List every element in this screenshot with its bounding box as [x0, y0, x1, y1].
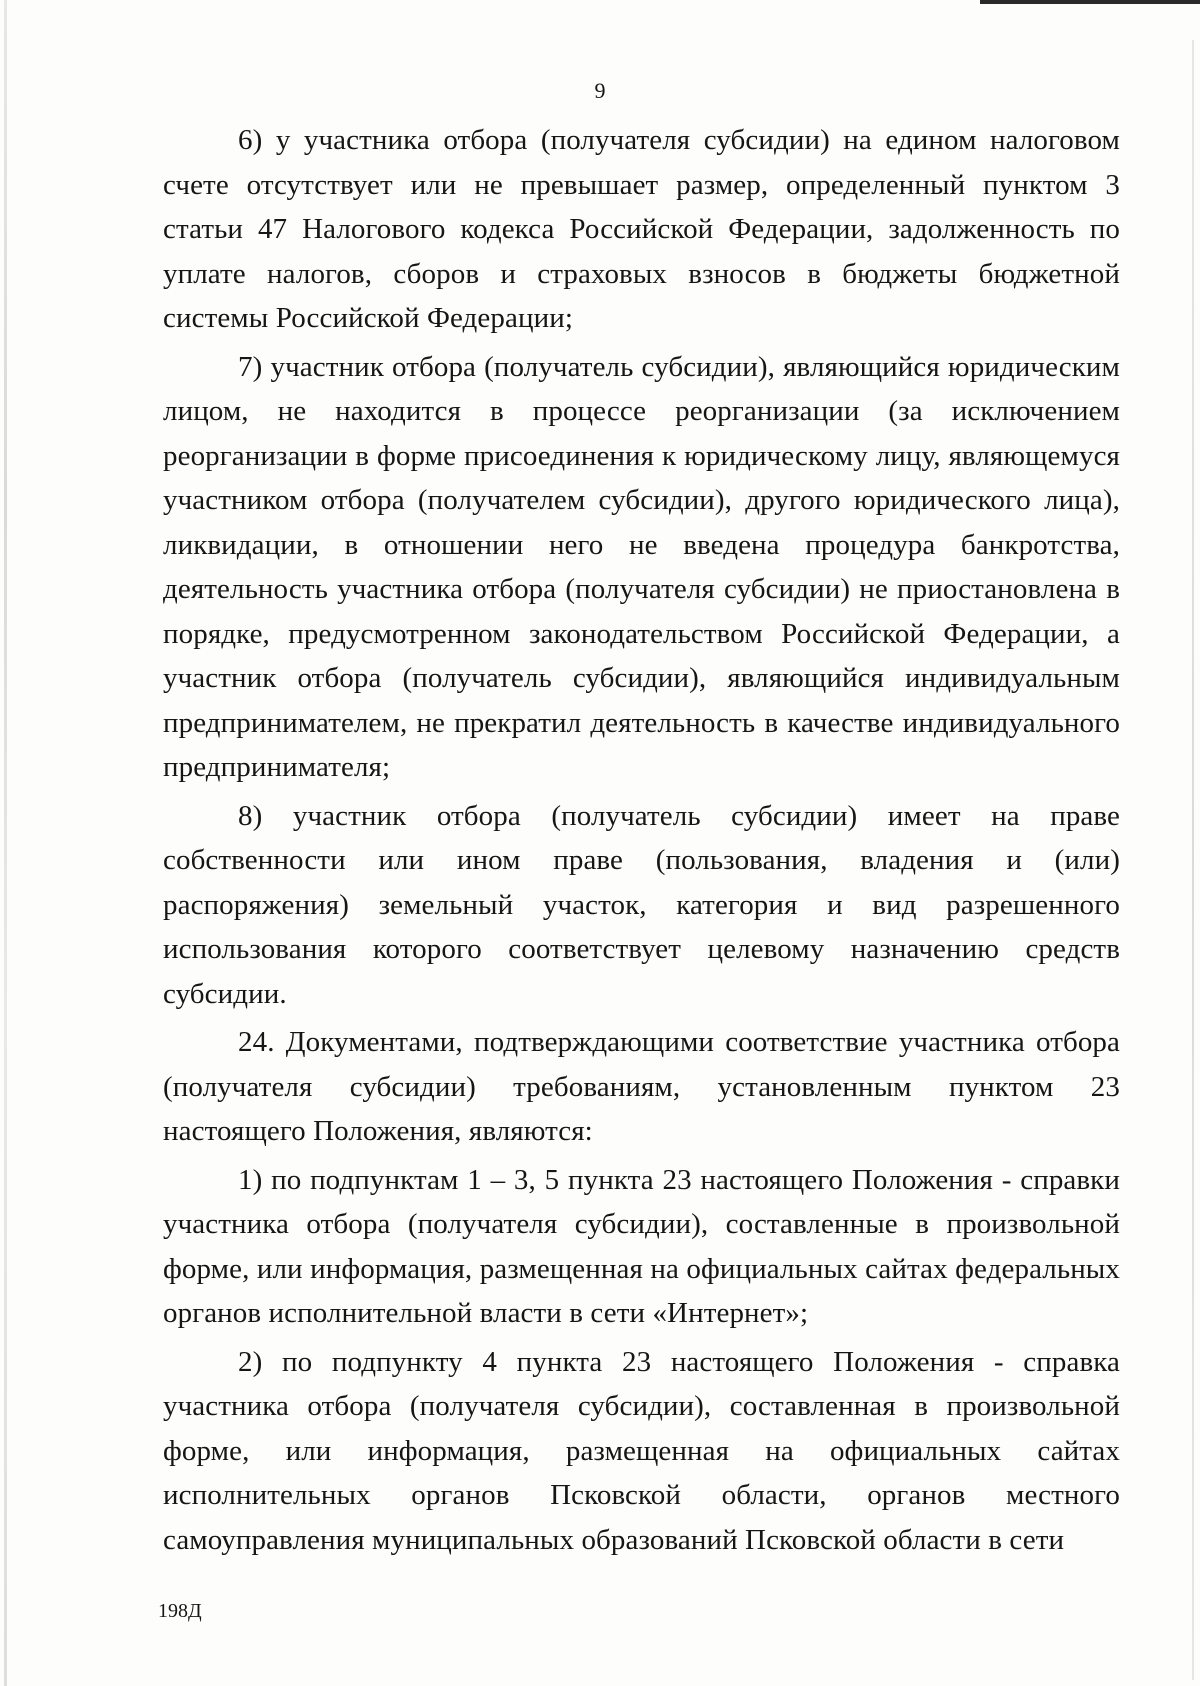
- scan-artifact-top: [980, 0, 1200, 4]
- scan-artifact-right-edge: [1192, 40, 1194, 1680]
- paragraph-item-7: 7) участник отбора (получатель субсидии), являющийся юридическим лицом, не находится в процессе реорганизации (за исключением реорганизации в форме присоединения к юридическому лицу, являющемуся участником отбора (получателем субсидии), другого юридического лица), ликвидации, в отношении него не введена процедура банкротства, деятельность участника отбора (получателя субсидии) не приостановлена в порядке, предусмотренном законодательством Российской Федерации, а участник отбора (получатель субсидии), являющийся индивидуальным предпринимателем, не прекратил деятельность в качестве индивидуального предпринимателя;: [163, 350, 1120, 783]
- paragraph-subitem-2: 2) по подпункту 4 пункта 23 настоящего Положения - справка участника отбора (получателя субсидии), составленная в произвольной форме, или информация, размещенная на официальных сайтах исполнительных органов Псковской области, органов местного самоуправления муниципальных образований Псковской области в сети: [163, 1345, 1120, 1556]
- scan-artifact-left-edge: [4, 0, 7, 1686]
- paragraph-item-6: 6) у участника отбора (получателя субсидии) на едином налоговом счете отсутствует или не превышает размер, определенный пунктом 3 статьи 47 Налогового кодекса Российской Федерации, задолженность по уплате налогов, сборов и страховых взносов в бюджеты бюджетной системы Российской Федерации;: [163, 124, 1120, 334]
- paragraph-item-8: 8) участник отбора (получатель субсидии) имеет на праве собственности или ином праве (пользования, владения и (или) распоряжения) земельный участок, категория и вид разрешенного использования которого соответствует целевому назначению средств субсидии.: [163, 799, 1120, 1010]
- paragraph-subitem-1: 1) по подпунктам 1 – 3, 5 пункта 23 настоящего Положения - справки участника отбора (получателя субсидии), составленные в произвольной форме, или информация, размещенная на официальных сайтах федеральных органов исполнительной власти в сети «Интернет»;: [163, 1163, 1120, 1329]
- paragraph-section-24: 24. Документами, подтверждающими соответствие участника отбора (получателя субсидии) требованиям, установленным пунктом 23 настоящего Положения, являются:: [163, 1026, 1120, 1147]
- page-number: 9: [594, 78, 606, 103]
- document-footer-code: 198Д: [158, 1600, 202, 1622]
- document-body: [163, 118, 1120, 1562]
